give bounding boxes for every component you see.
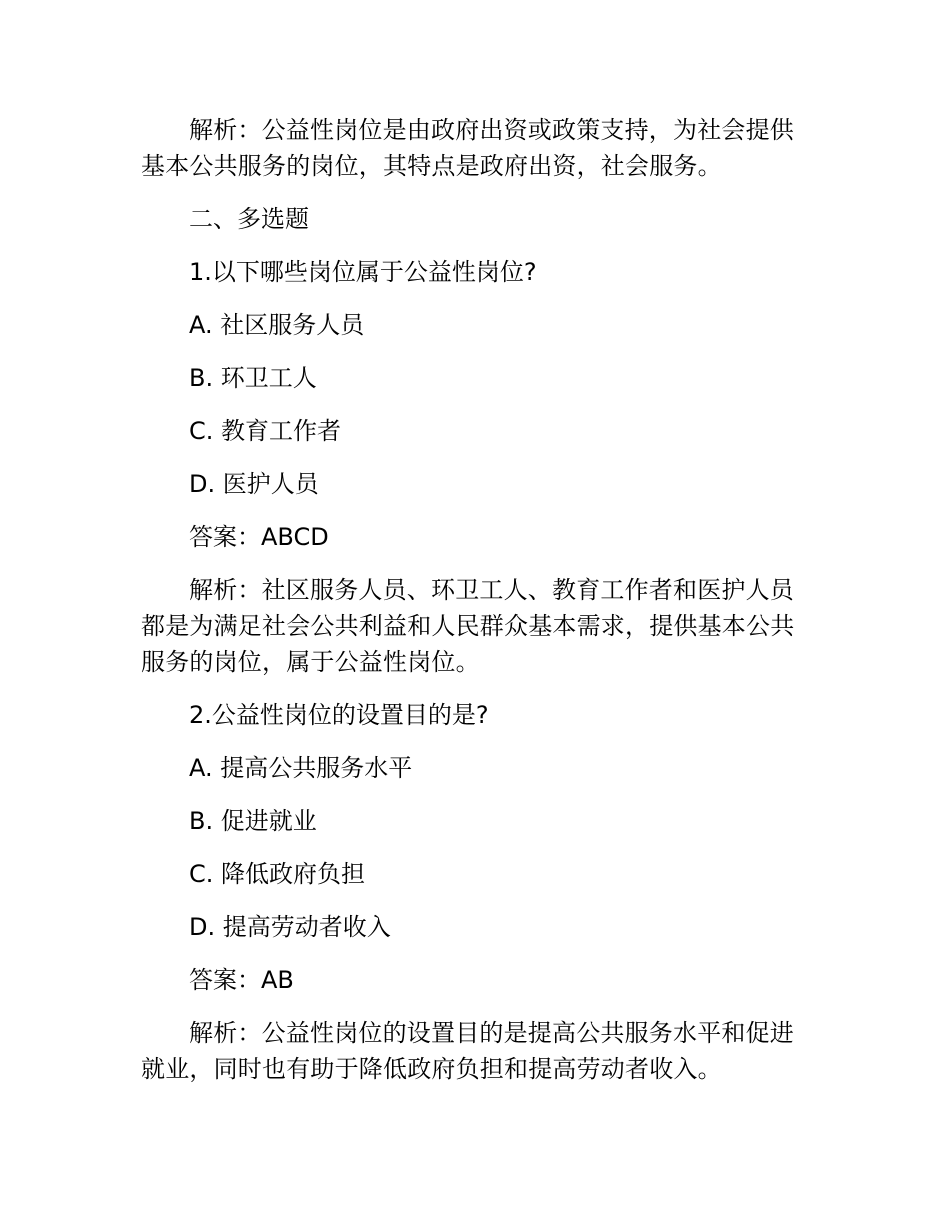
question-2-analysis: 解析：公益性岗位的设置目的是提高公共服务水平和促进就业，同时也有助于降低政府负担和提高劳动者收入。 (141, 1019, 794, 1083)
question-2-option-c: C. 降低政府负担 (189, 860, 366, 888)
document-body (141, 112, 813, 1087)
question-2-stem: 2.公益性岗位的设置目的是? (189, 701, 489, 729)
section-heading: 二、多选题 (189, 205, 309, 233)
question-1-option-d: D. 医护人员 (189, 470, 319, 498)
question-2-option-b: B. 促进就业 (189, 807, 317, 835)
question-2-option-d: D. 提高劳动者收入 (189, 913, 391, 941)
question-2-answer: 答案：AB (189, 966, 294, 994)
question-2-option-a: A. 提高公共服务水平 (189, 754, 413, 782)
question-1-analysis: 解析：社区服务人员、环卫工人、教育工作者和医护人员都是为满足社会公共利益和人民群众基本需求，提供基本公共服务的岗位，属于公益性岗位。 (141, 576, 795, 676)
question-1-stem: 1.以下哪些岗位属于公益性岗位? (189, 258, 537, 286)
question-1-option-b: B. 环卫工人 (189, 364, 317, 392)
question-1-option-c: C. 教育工作者 (189, 417, 342, 445)
analysis-paragraph: 解析：公益性岗位是由政府出资或政策支持，为社会提供基本公共服务的岗位，其特点是政府出资，社会服务。 (141, 116, 794, 180)
question-1-option-a: A. 社区服务人员 (189, 311, 365, 339)
question-1-answer: 答案：ABCD (189, 523, 329, 551)
